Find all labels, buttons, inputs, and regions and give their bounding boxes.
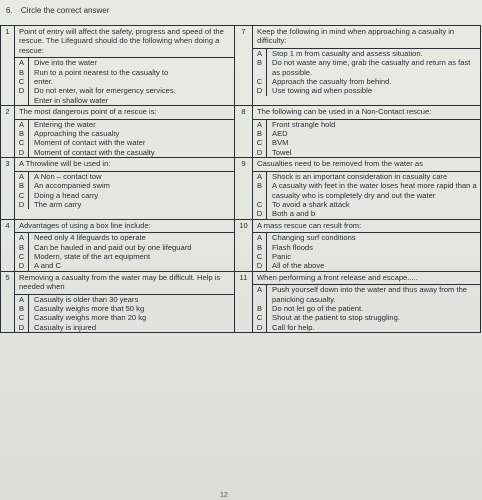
option-text[interactable]: Entering the water: [34, 119, 96, 129]
option-letter[interactable]: C: [253, 77, 267, 86]
question-table: [0, 25, 481, 333]
option-text[interactable]: Use towing aid when possible: [272, 86, 373, 96]
option-letter[interactable]: B: [15, 181, 29, 190]
option-text[interactable]: All of the above: [272, 261, 325, 271]
question-stem: Advantages of using a box line include:: [19, 220, 151, 230]
option-text[interactable]: Casualty weighs more that 50 kg: [34, 303, 145, 313]
option-letter[interactable]: B: [15, 304, 29, 313]
question-number: 11: [235, 271, 253, 332]
option-letter[interactable]: A: [15, 233, 29, 242]
question-row: [1, 158, 481, 219]
option-letter[interactable]: C: [253, 252, 267, 261]
question-stem: The following can be used in a Non-Contact rescue:: [257, 107, 432, 117]
option-text[interactable]: AED: [272, 129, 288, 139]
option-letter[interactable]: A: [253, 285, 267, 304]
question-stem: Keep the following in mind when approaching a casualty in difficulty:: [257, 27, 455, 46]
question-stem: When performing a front release and escape.....: [257, 272, 418, 282]
question-number: 2: [1, 106, 15, 158]
option-text[interactable]: Doing a head carry: [34, 190, 99, 200]
option-letter[interactable]: C: [15, 313, 29, 322]
option-letter[interactable]: B: [253, 129, 267, 138]
question-number: 8: [235, 106, 253, 158]
question-stem: Removing a casualty from the water may be difficult. Help is needed when: [19, 272, 221, 292]
question-number: 5: [1, 271, 15, 332]
question-cell: [15, 158, 235, 219]
option-text[interactable]: Towel: [272, 147, 292, 157]
option-letter[interactable]: B: [253, 243, 267, 252]
option-text[interactable]: Enter in shallow water: [34, 95, 109, 105]
question-number: 4: [1, 219, 15, 271]
question-cell: [253, 158, 481, 219]
option-text[interactable]: A casualty with feet in the water loses heat more rapid than a casualty who is completely dry and out the water: [272, 181, 477, 200]
question-cell: [15, 219, 235, 271]
option-text[interactable]: Both a and b: [272, 209, 316, 219]
option-letter[interactable]: A: [15, 295, 29, 304]
option-text[interactable]: Can be hauled in and paid out by one lifeguard: [34, 242, 192, 252]
answer-options: [253, 284, 480, 332]
question-cell: [15, 271, 235, 332]
question-stem: Point of entry will affect the safety, progress and speed of the rescue. The Lifeguard should do the following when doing a rescue:: [19, 27, 224, 55]
option-letter[interactable]: C: [15, 252, 29, 261]
option-text[interactable]: Call for help.: [272, 322, 315, 332]
option-text[interactable]: Shock is an important consideration in casualty care: [272, 171, 448, 181]
option-text[interactable]: Panic: [272, 251, 291, 261]
option-letter[interactable]: C: [15, 77, 29, 86]
option-letter[interactable]: A: [15, 58, 29, 67]
option-letter[interactable]: B: [15, 129, 29, 138]
option-text[interactable]: Moment of contact with the casualty: [34, 147, 155, 157]
question-number: 7: [235, 26, 253, 106]
question-stem: A mass rescue can result from:: [257, 220, 362, 230]
question-stem: A Throwline will be used in:: [19, 159, 111, 169]
question-cell: [253, 106, 481, 158]
option-text[interactable]: A and C: [34, 261, 62, 271]
option-letter[interactable]: D: [15, 261, 29, 270]
option-text[interactable]: Moment of contact with the water: [34, 138, 146, 148]
option-text[interactable]: BVM: [272, 138, 289, 148]
option-text[interactable]: Flash floods: [272, 242, 313, 252]
question-stem: The most dangerous point of a rescue is:: [19, 107, 157, 117]
answer-options: [253, 171, 480, 219]
question-row: [1, 106, 481, 158]
question-number: 1: [1, 26, 15, 106]
answer-options: [15, 119, 234, 158]
question-cell: [15, 106, 235, 158]
question-number: 9: [235, 158, 253, 219]
answer-options: [253, 232, 480, 271]
option-letter[interactable]: A: [253, 49, 267, 58]
option-letter[interactable]: D: [253, 261, 267, 270]
question-cell: [253, 271, 481, 332]
option-letter[interactable]: B: [253, 181, 267, 200]
question-stem: Casualties need to be removed from the water as: [257, 159, 423, 169]
option-text[interactable]: Dive into the water: [34, 58, 97, 68]
option-letter[interactable]: A: [15, 172, 29, 181]
option-letter[interactable]: D: [253, 148, 267, 157]
option-text[interactable]: Do not enter, wait for emergency services.: [34, 86, 176, 96]
answer-options: [15, 171, 234, 210]
option-text[interactable]: Push yourself down into the water and thus away from the panicking casualty.: [272, 285, 468, 304]
section-heading: [6, 5, 109, 16]
option-letter[interactable]: D: [15, 200, 29, 209]
option-letter[interactable]: [15, 96, 29, 105]
question-row: [1, 26, 481, 106]
option-text[interactable]: Stop 1 m from casualty and assess situation.: [272, 48, 423, 58]
option-letter[interactable]: B: [15, 68, 29, 77]
option-letter[interactable]: A: [253, 120, 267, 129]
option-text[interactable]: Casualty weighs more than 20 kg: [34, 313, 147, 323]
option-letter[interactable]: D: [15, 148, 29, 157]
answer-options: [15, 294, 234, 333]
option-letter[interactable]: B: [253, 304, 267, 313]
option-letter[interactable]: A: [253, 233, 267, 242]
answer-options: [253, 48, 480, 96]
answer-options: [15, 232, 234, 271]
option-text[interactable]: The arm carry: [34, 199, 82, 209]
page-number: 12: [220, 492, 228, 499]
option-text[interactable]: Need only 4 lifeguards to operate: [34, 233, 146, 243]
option-text[interactable]: To avoid a shark attack: [272, 199, 350, 209]
section-instruction: Circle the correct answer: [20, 6, 110, 15]
question-number: 10: [235, 219, 253, 271]
option-text[interactable]: Modern, state of the art equipment: [34, 251, 151, 261]
option-text[interactable]: Front strangle hold: [272, 119, 336, 129]
option-letter[interactable]: D: [253, 86, 267, 95]
option-letter[interactable]: D: [253, 209, 267, 218]
question-row: [1, 219, 481, 271]
option-text[interactable]: Run to a point nearest to the casualty to: [34, 67, 169, 77]
option-letter[interactable]: B: [15, 243, 29, 252]
section-number: 6.: [6, 6, 13, 15]
option-letter[interactable]: C: [253, 313, 267, 322]
option-text[interactable]: Changing surf conditions: [272, 233, 356, 243]
option-text[interactable]: enter.: [34, 77, 53, 87]
option-letter[interactable]: C: [15, 191, 29, 200]
option-letter[interactable]: C: [15, 138, 29, 147]
option-letter[interactable]: C: [253, 138, 267, 147]
option-text[interactable]: Casualty is injured: [34, 322, 97, 332]
question-row: [1, 271, 481, 332]
option-text[interactable]: Casualty is older than 30 years: [34, 294, 139, 304]
question-cell: [253, 219, 481, 271]
answer-options: [253, 119, 480, 158]
option-letter[interactable]: D: [15, 86, 29, 95]
question-number: 3: [1, 158, 15, 219]
option-letter[interactable]: A: [15, 120, 29, 129]
option-text[interactable]: Do not waste any time, grab the casualty and return as fast as possible.: [272, 58, 471, 77]
question-cell: [253, 26, 481, 106]
option-text[interactable]: A Non – contact tow: [34, 171, 102, 181]
option-letter[interactable]: A: [253, 172, 267, 181]
option-letter[interactable]: C: [253, 200, 267, 209]
answer-options: [15, 57, 234, 105]
option-text[interactable]: Do not let go of the patient.: [272, 303, 364, 313]
option-letter[interactable]: B: [253, 58, 267, 77]
option-text[interactable]: Shout at the patient to stop struggling.: [272, 313, 400, 323]
option-letter[interactable]: D: [15, 323, 29, 332]
question-cell: [15, 26, 235, 106]
option-text[interactable]: An accompanied swim: [34, 181, 110, 191]
option-letter[interactable]: D: [253, 323, 267, 332]
option-text[interactable]: Approach the casualty from behind.: [272, 77, 392, 87]
option-text[interactable]: Approaching the casualty: [34, 129, 120, 139]
